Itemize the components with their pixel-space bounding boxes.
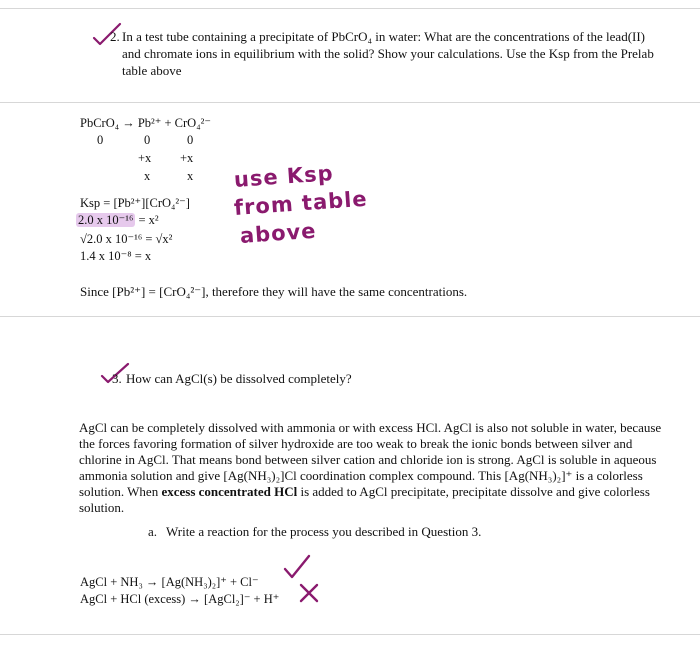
reaction-correct-check-icon [283, 554, 311, 585]
handwritten-note-line-3: above [239, 218, 318, 248]
reaction-hcl: AgCl + HCl (excess) → [AgCl₂]⁻ + H⁺ [80, 592, 280, 606]
question-2-text: In a test tube containing a precipitate of PbCrO₄ in water: What are the concentrations of the lead(II) and chromate ions in equilibrium with the solid? Show your calculations. Use the Ksp from the Prelab table above [122, 29, 654, 78]
top-divider [0, 8, 700, 9]
question-3-text: How can AgCl(s) be dissolved completely? [126, 371, 352, 386]
reaction-ammonia: AgCl + NH₃ → [Ag(NH₃)₂]⁺ + Cl⁻ [80, 575, 259, 589]
question-2-number: 2. [110, 29, 120, 44]
ice-initial-0-a: 0 [97, 133, 104, 147]
ice-initial-0-c: 0 [187, 133, 194, 147]
bottom-divider [0, 634, 700, 635]
answer-3-part-2: is added to AgCl precipitate, precipitate dissolve and give colorless solution. [79, 484, 650, 515]
answer-3-bold: excess concentrated HCl [161, 484, 298, 499]
section-divider-2 [0, 316, 700, 317]
ksp-value-line [76, 212, 159, 228]
result-line: 1.4 x 10⁻⁸ = x [80, 249, 152, 263]
ksp-value-highlight: 2.0 x 10⁻¹⁶ [78, 213, 134, 227]
sub-question-label: a. [148, 524, 158, 539]
ksp-value-rhs: = x² [135, 213, 159, 227]
section-divider-1 [0, 102, 700, 103]
ice-change-a: +x [138, 151, 152, 165]
answer-3-part-1: AgCl can be completely dissolved with ammonia or with excess HCl. AgCl is also not soluble in water, because the forces favoring formation of silver hydroxide are too weak to break the ionic bonds between silver and chlorine in AgCl. That means bond between silver cation and chloride ion is strong. AgCl is soluble in aqueous ammonia solution and give [Ag(NH₃)₂]Cl coordination complex compound. This [Ag(NH₃)₂]⁺ is a colorless solution. When [79, 420, 662, 499]
reaction-wrong-cross-icon [298, 582, 320, 609]
sub-question-text: Write a reaction for the process you described in Question 3. [166, 524, 482, 539]
handwritten-note-line-2: from table [233, 186, 369, 220]
conclusion-text: Since [Pb²⁺] = [CrO₄²⁻], therefore they will have the same concentrations. [80, 284, 468, 299]
sqrt-line: √2.0 x 10⁻¹⁶ = √x² [80, 232, 173, 246]
answer-3-paragraph [79, 420, 669, 516]
handwritten-note-line-1: use Ksp [233, 161, 335, 192]
question-3-number: 3. [112, 371, 122, 386]
ice-change-b: +x [180, 151, 194, 165]
ice-equilibrium-b: x [187, 169, 194, 183]
dissolution-reaction: PbCrO₄ → Pb²⁺ + CrO₄²⁻ [80, 116, 211, 130]
ksp-expression: Ksp = [Pb²⁺][CrO₄²⁻] [80, 196, 190, 210]
ice-initial-0-b: 0 [144, 133, 151, 147]
ice-equilibrium-a: x [144, 169, 151, 183]
